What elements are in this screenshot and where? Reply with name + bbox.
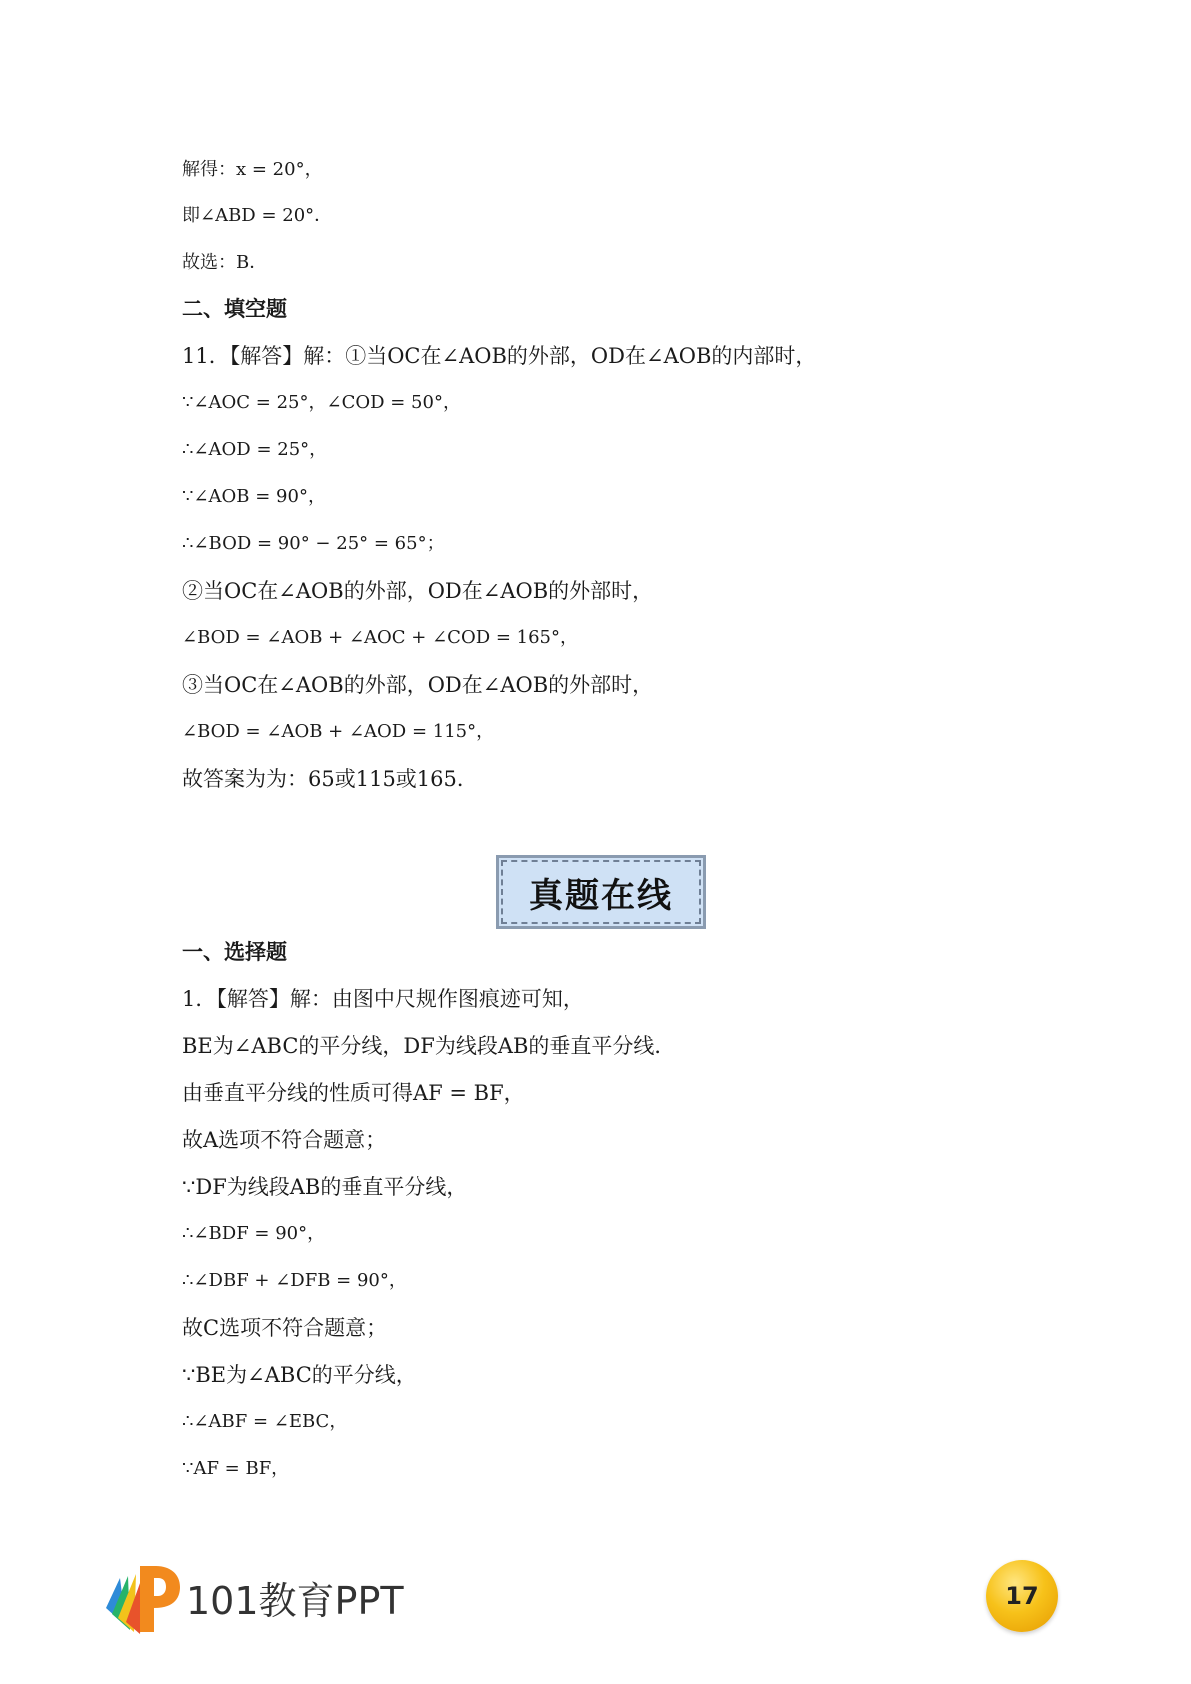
section-banner: 真题在线 [496,855,706,929]
text-line: ∵DF为线段AB的垂直平分线， [182,1175,468,1199]
text-line: 故选：B． [182,252,268,273]
section-heading: 二、填空题 [182,297,287,321]
text-line: 解得：x = 20°， [182,159,323,180]
text-line: 故答案为为：65或115或165． [182,767,478,791]
text-line: ③当OC在∠AOB的外部，OD在∠AOB的外部时， [182,673,654,697]
text-line: ∵BE为∠ABC的平分线， [182,1363,417,1387]
brand-logo [100,1556,404,1636]
text-line: 11．【解答】解：①当OC在∠AOB的外部，OD在∠AOB的内部时， [182,344,817,368]
text-line: ∴∠DBF + ∠DFB = 90°， [182,1270,407,1291]
text-line: ∴∠ABF = ∠EBC， [182,1411,348,1432]
text-line: BE为∠ABC的平分线，DF为线段AB的垂直平分线． [182,1034,676,1058]
text-line: ∠BOD = ∠AOB + ∠AOD = 115°， [182,721,495,742]
text-line: ∴∠BDF = 90°， [182,1223,326,1244]
text-line: ∵AF = BF， [182,1458,290,1479]
text-line: 由垂直平分线的性质可得AF = BF， [182,1081,525,1105]
text-line: 故A选项不符合题意； [182,1128,387,1152]
page-number-badge: 17 [986,1560,1058,1632]
text-line: ∵∠AOC = 25°，∠COD = 50°， [182,392,461,413]
logo-wordmark: 101教育PPT [186,1579,404,1623]
text-line: ∵∠AOB = 90°， [182,486,326,507]
text-line: ∴∠AOD = 25°， [182,439,328,460]
p-logo-icon [100,1556,180,1636]
text-line: 故C选项不符合题意； [182,1316,388,1340]
text-line: ∠BOD = ∠AOB + ∠AOC + ∠COD = 165°， [182,627,579,648]
text-line: ∴∠BOD = 90° − 25° = 65°； [182,533,445,554]
text-line: ②当OC在∠AOB的外部，OD在∠AOB的外部时， [182,579,654,603]
text-line: 1．【解答】解：由图中尺规作图痕迹可知， [182,987,584,1011]
section-heading: 一、选择题 [182,940,287,964]
text-line: 即∠ABD = 20°． [182,205,333,226]
